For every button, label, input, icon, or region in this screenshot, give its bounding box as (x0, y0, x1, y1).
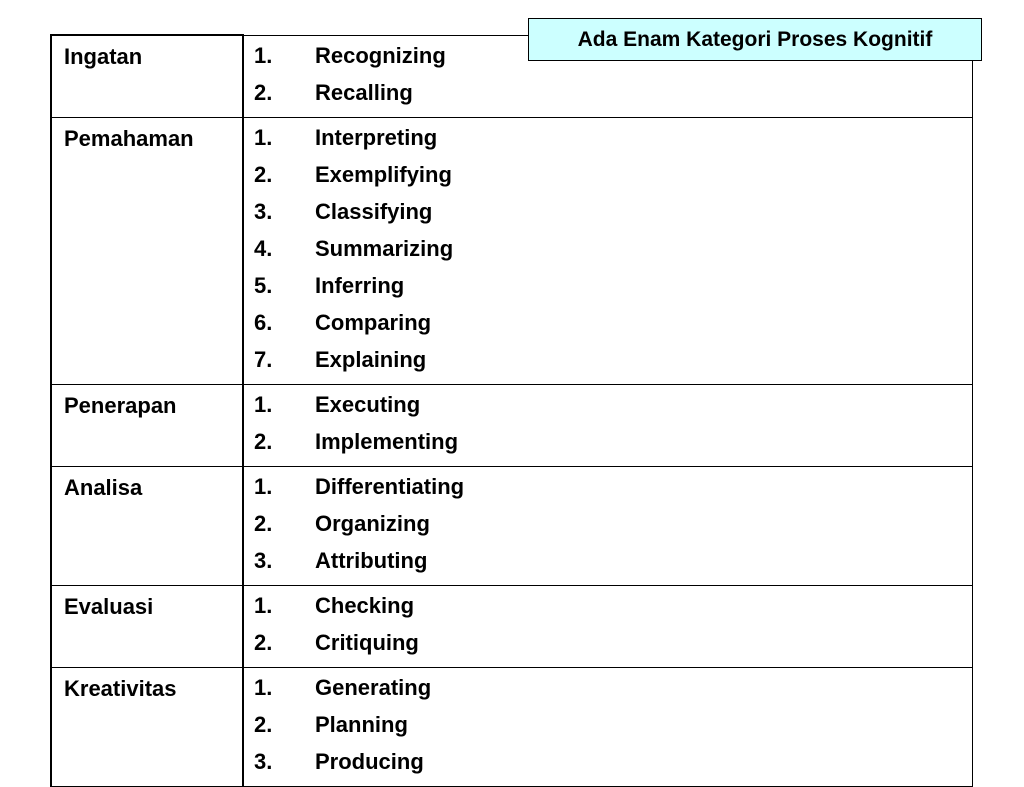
process-label: Recognizing (315, 42, 446, 68)
process-list (244, 591, 972, 665)
process-item (244, 546, 972, 583)
process-label: Checking (315, 592, 415, 618)
process-item (244, 234, 972, 271)
process-number: 2. (254, 510, 273, 536)
slide-title: Ada Enam Kategori Proses Kognitif (528, 18, 982, 61)
category-name: Penerapan (51, 384, 243, 466)
process-label: Interpreting (315, 124, 438, 150)
process-item (244, 472, 972, 509)
process-cell (243, 466, 973, 585)
process-cell (243, 117, 973, 384)
process-number: 1. (254, 42, 273, 68)
process-item (244, 308, 972, 345)
process-item (244, 160, 972, 197)
category-name: Kreativitas (51, 667, 243, 786)
process-label: Critiquing (315, 629, 419, 655)
category-name: Ingatan (51, 35, 243, 117)
process-cell (243, 585, 973, 667)
process-label: Differentiating (315, 473, 465, 499)
process-list (244, 123, 972, 382)
process-list (244, 673, 972, 784)
process-cell (243, 667, 973, 786)
process-item (244, 271, 972, 308)
process-item (244, 123, 972, 160)
process-number: 3. (254, 547, 273, 573)
category-row (51, 117, 973, 384)
process-number: 2. (254, 79, 273, 105)
process-item (244, 509, 972, 546)
process-item (244, 427, 972, 464)
process-label: Explaining (315, 346, 427, 372)
process-label: Exemplifying (315, 161, 452, 187)
category-row (51, 384, 973, 466)
process-number: 1. (254, 473, 273, 499)
process-number: 7. (254, 346, 273, 372)
category-name: Analisa (51, 466, 243, 585)
process-number: 2. (254, 711, 273, 737)
process-number: 4. (254, 235, 273, 261)
process-number: 1. (254, 391, 273, 417)
process-label: Organizing (315, 510, 430, 536)
process-label: Attributing (315, 547, 428, 573)
process-item (244, 591, 972, 628)
process-label: Recalling (315, 79, 413, 105)
process-item (244, 673, 972, 710)
process-label: Comparing (315, 309, 432, 335)
process-label: Classifying (315, 198, 433, 224)
category-row (51, 667, 973, 786)
cognitive-process-table (50, 34, 973, 787)
process-label: Summarizing (315, 235, 454, 261)
process-label: Planning (315, 711, 408, 737)
category-name: Pemahaman (51, 117, 243, 384)
process-label: Producing (315, 748, 424, 774)
process-item (244, 78, 972, 115)
process-item (244, 747, 972, 784)
process-item (244, 390, 972, 427)
process-number: 2. (254, 629, 273, 655)
process-item (244, 345, 972, 382)
process-label: Executing (315, 391, 421, 417)
table-body (51, 35, 973, 786)
process-label: Implementing (315, 428, 459, 454)
process-label: Generating (315, 674, 432, 700)
category-row (51, 585, 973, 667)
process-number: 2. (254, 161, 273, 187)
process-number: 1. (254, 592, 273, 618)
process-number: 6. (254, 309, 273, 335)
process-number: 3. (254, 748, 273, 774)
category-name: Evaluasi (51, 585, 243, 667)
category-row (51, 466, 973, 585)
process-item (244, 197, 972, 234)
process-list (244, 472, 972, 583)
process-number: 5. (254, 272, 273, 298)
process-list (244, 390, 972, 464)
process-number: 1. (254, 674, 273, 700)
process-cell (243, 384, 973, 466)
process-number: 1. (254, 124, 273, 150)
process-item (244, 628, 972, 665)
process-label: Inferring (315, 272, 405, 298)
process-number: 2. (254, 428, 273, 454)
process-number: 3. (254, 198, 273, 224)
process-item (244, 710, 972, 747)
